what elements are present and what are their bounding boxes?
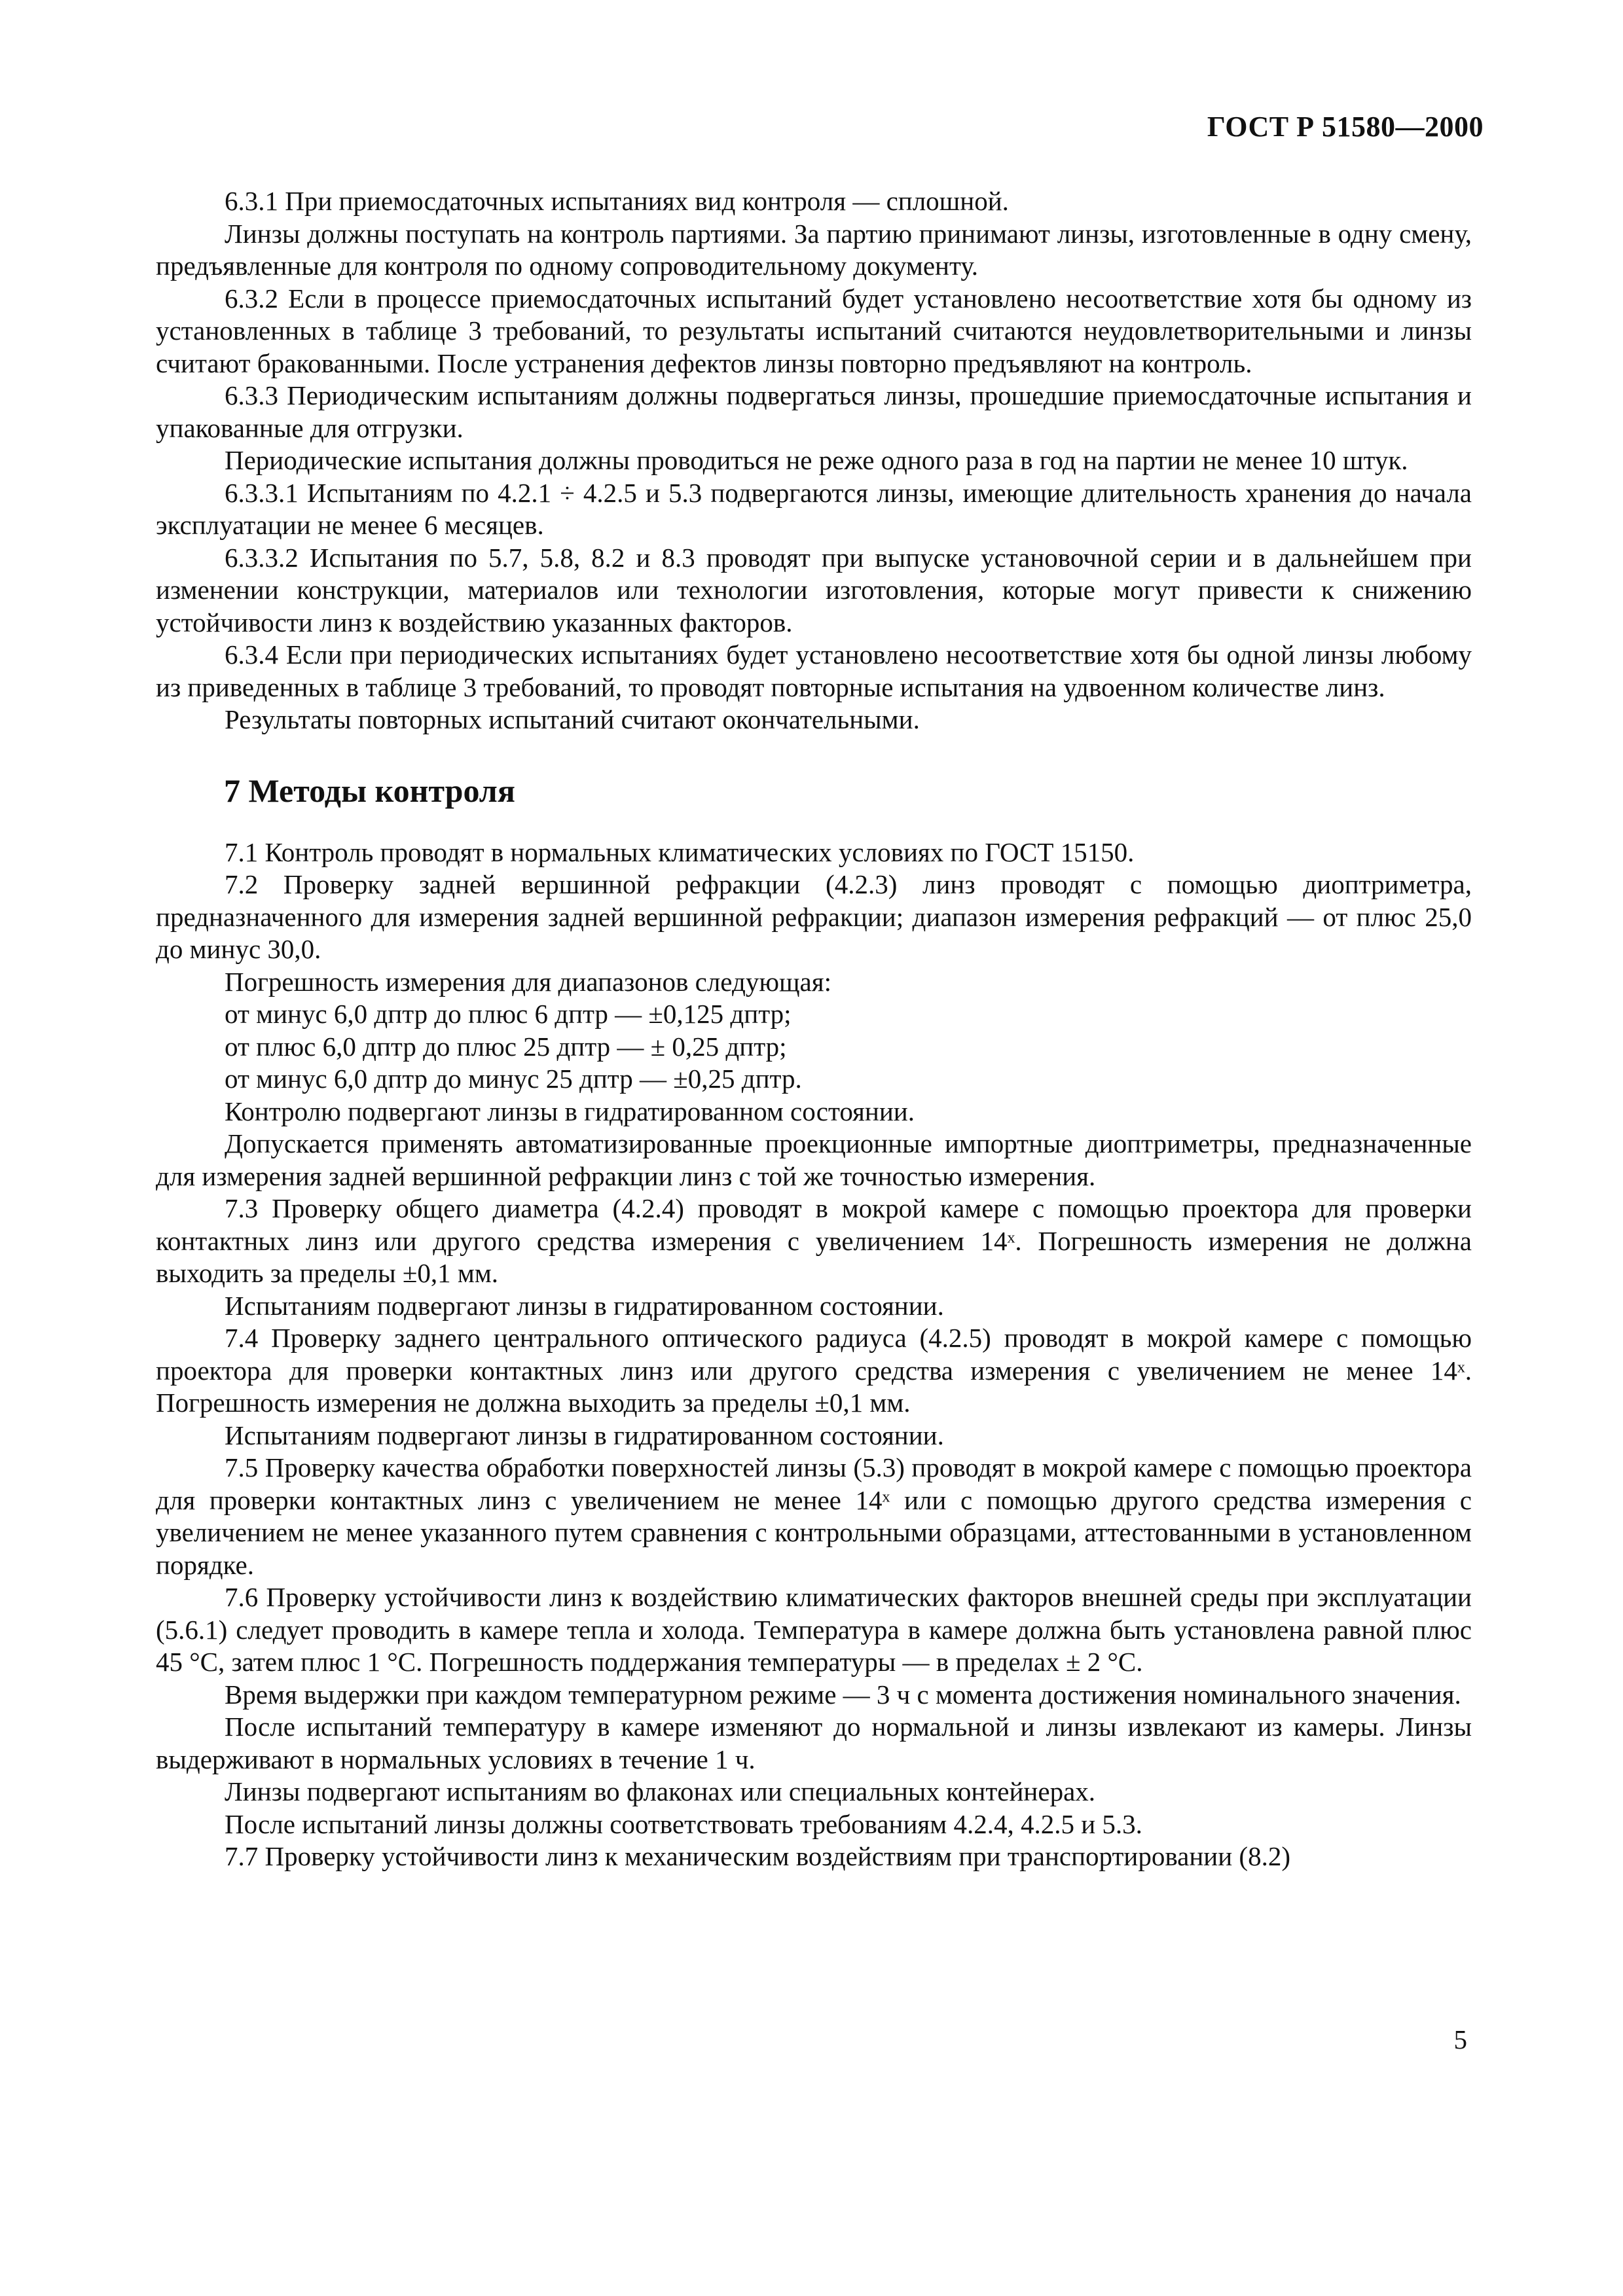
paragraph-p-6-3-4-b: Результаты повторных испытаний считают окончательными.	[225, 704, 920, 734]
document-body	[156, 185, 1472, 1873]
paragraph-p-7-2-c: от минус 6,0 дптр до плюс 6 дптр — ±0,125 дптр;	[225, 999, 792, 1029]
paragraph-p-6-3-4: 6.3.4 Если при периодических испытаниях будет установлено несоответствие хотя бы одной линзы любому из приведенных в таблице 3 требований, то проводят повторные испытания на удвоенном количестве линз.	[156, 639, 1472, 702]
paragraph-p-7-6-b: Время выдержки при каждом температурном режиме — 3 ч с момента достижения номинального значения.	[225, 1679, 1461, 1710]
paragraph-p-7-2-g: Допускается применять автоматизированные проекционные импортные диоптриметры, предназначенные для измерения задней вершинной рефракции линз с той же точностью измерения.	[156, 1128, 1472, 1191]
paragraph-p-7-2-b: Погрешность измерения для диапазонов следующая:	[225, 966, 831, 997]
paragraph-p-7-6-d: Линзы подвергают испытаниям во флаконах или специальных контейнерах.	[225, 1776, 1096, 1806]
paragraph-p-7-7: 7.7 Проверку устойчивости линз к механическим воздействиям при транспортировании (8.2)	[225, 1841, 1290, 1871]
paragraph-p-7-4: 7.4 Проверку заднего центрального оптического радиуса (4.2.5) проводят в мокрой камере с помощью проектора для проверки контактных линз или другого средства измерения с увеличением не менее 14ˣ. Погрешность измерения не должна выходить за пределы ±0,1 мм.	[156, 1323, 1472, 1418]
paragraph-p-7-6: 7.6 Проверку устойчивости линз к воздействию климатических факторов внешней среды при эксплуатации (5.6.1) следует проводить в камере тепла и холода. Температура в камере должна быть установлена равной плюс 45 °С, затем плюс 1 °С. Погрешность поддержания температуры — в пределах ± 2 °С.	[156, 1582, 1472, 1677]
paragraph-p-7-1: 7.1 Контроль проводят в нормальных климатических условиях по ГОСТ 15150.	[225, 836, 1135, 867]
paragraph-p-7-5: 7.5 Проверку качества обработки поверхностей линзы (5.3) проводят в мокрой камере с помощью проектора для проверки контактных линз с увеличением не менее 14ˣ или с помощью другого средства измерения с увеличением не менее указанного путем сравнения с контрольными образцами, аттестованными в установленном порядке.	[156, 1452, 1472, 1580]
paragraph-p-7-3-b: Испытаниям подвергают линзы в гидратированном состоянии.	[225, 1290, 944, 1321]
paragraph-p-6-3-3-2: 6.3.3.2 Испытания по 5.7, 5.8, 8.2 и 8.3 проводят при выпуске установочной серии и в дальнейшем при изменении конструкции, материалов или технологии изготовления, которые могут привести к снижению устойчивости линз к воздействию указанных факторов.	[156, 542, 1472, 637]
section-heading: 7 Методы контроля	[224, 772, 515, 809]
page-number: 5	[1453, 2024, 1467, 2054]
section-7-text	[156, 836, 1472, 1873]
paragraph-p-7-2-e: от минус 6,0 дптр до минус 25 дптр — ±0,25 дптр.	[225, 1064, 802, 1094]
paragraph-p-6-3-1-b: Линзы должны поступать на контроль партиями. За партию принимают линзы, изготовленные в одну смену, предъявленные для контроля по одному сопроводительному документу.	[156, 218, 1472, 281]
paragraph-p-6-3-3: 6.3.3 Периодическим испытаниям должны подвергаться линзы, прошедшие приемосдаточные испытания и упакованные для отгрузки.	[156, 380, 1472, 443]
paragraph-p-6-3-2: 6.3.2 Если в процессе приемосдаточных испытаний будет установлено несоответствие хотя бы одному из установленных в таблице 3 требований, то результаты испытаний считаются неудовлетворительными и линзы считают бракованными. После устранения дефектов линзы повторно предъявляют на контроль.	[156, 283, 1472, 378]
paragraph-p-6-3-3-1: 6.3.3.1 Испытаниям по 4.2.1 ÷ 4.2.5 и 5.3 подвергаются линзы, имеющие длительность хранения до начала эксплуатации не менее 6 месяцев.	[156, 477, 1472, 540]
paragraph-p-7-6-c: После испытаний температуру в камере изменяют до нормальной и линзы извлекают из камеры. Линзы выдерживают в нормальных условиях в течение 1 ч.	[156, 1712, 1472, 1774]
section-6-3-text	[156, 185, 1472, 736]
paragraph-p-7-4-b: Испытаниям подвергают линзы в гидратированном состоянии.	[225, 1420, 944, 1450]
paragraph-p-7-2-f: Контролю подвергают линзы в гидратированном состоянии.	[225, 1096, 915, 1126]
paragraph-p-7-2: 7.2 Проверку задней вершинной рефракции (4.2.3) линз проводят с помощью диоптриметра, предназначенного для измерения задней вершинной рефракции; диапазон измерения рефракций — от плюс 25,0 до минус 30,0.	[156, 869, 1472, 964]
paragraph-p-6-3-1: 6.3.1 При приемосдаточных испытаниях вид контроля — сплошной.	[225, 186, 1009, 216]
paragraph-p-7-6-e: После испытаний линзы должны соответствовать требованиям 4.2.4, 4.2.5 и 5.3.	[225, 1808, 1142, 1839]
paragraph-p-7-3: 7.3 Проверку общего диаметра (4.2.4) проводят в мокрой камере с помощью проектора для проверки контактных линз или другого средства измерения с увеличением 14ˣ. Погрешность измерения не должна выходить за пределы ±0,1 мм.	[156, 1193, 1472, 1288]
paragraph-p-7-2-d: от плюс 6,0 дптр до плюс 25 дптр — ± 0,25 дптр;	[225, 1031, 787, 1062]
page-header-standard-code: ГОСТ Р 51580—2000	[1207, 111, 1484, 143]
paragraph-p-6-3-3-b: Периодические испытания должны проводиться не реже одного раза в год на партии не менее 10 штук.	[225, 445, 1408, 475]
